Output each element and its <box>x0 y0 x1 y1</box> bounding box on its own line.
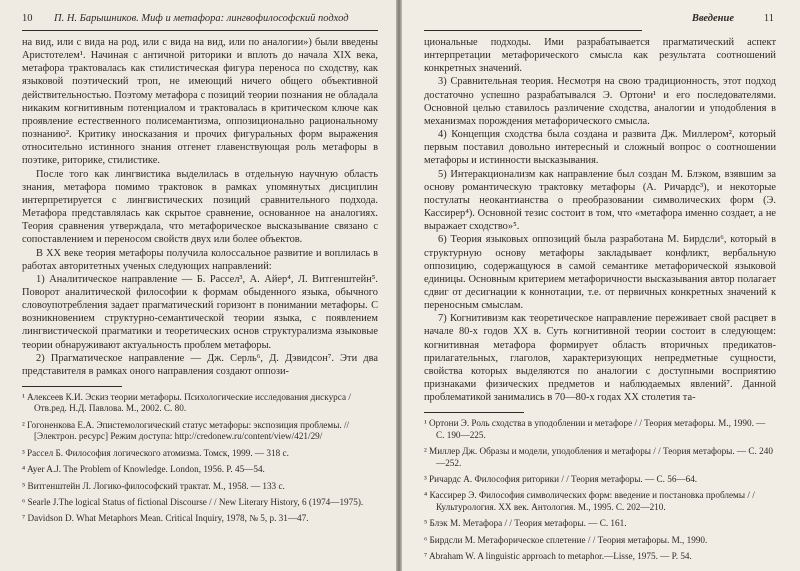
left-page <box>0 0 396 571</box>
left-paragraph-4: 1) Аналитическое направление — Б. Рассел³, А. Айер⁴, Л. Витгенштейн⁵. Поворот аналитической философии к формам обыденного языка, обычного словоупотребления задает прагматический горизонт в понимании метафоры. С возникновением структурно-семантической теории языка, с появлением лингвистической прагматики и теоретических основ структурализма языковые теории обнаруживают актуальность проблем метафоры. <box>22 273 378 351</box>
left-paragraph-5: 2) Прагматическое направление — Дж. Серль⁶, Д. Дэвидсон⁷. Эти два представителя в рамках оного направления создают оппози- <box>22 352 378 377</box>
left-body <box>22 36 378 378</box>
left-paragraph-1: на вид, или с вида на род, или с вида на вид, или по аналогии») были введены Аристотелем¹. Начиная с античной риторики и вплоть до начала XIX века, метафора трактовалась как стилистическая фигура переноса по сходству, как языковой поэтический троп, не имеющий ничего общего объективной действительностью. Поэтому метафора с позиций теории познания не обладала никаким когнитивным потенциалом и трактовалась в критическом ключе как проявление естественного полисемантизма, оппозиционально рациональному познанию². Критику иносказания и прочих фигуральных форм выражения относительно истинного знания отгенет главенствующая роль метафоры в поэтике, риторике, стилистике. <box>22 37 378 167</box>
left-footnote-4: ⁴ Ayer A.J. The Problem of Knowledge. London, 1956. P. 45—54. <box>22 464 265 475</box>
right-footnote-3: ³ Ричардс А. Философия риторики / / Теория метафоры. — С. 56—64. <box>424 474 698 484</box>
right-body <box>424 36 776 404</box>
right-footnote-separator <box>424 412 524 413</box>
left-paragraph-2: После того как лингвистика выделилась в отдельную научную область знания, метафора помимо трактовок в рамках упомянутых дисциплин интерпретируется с лингвистических позиций сравнительного подхода. Метафора представлялась как скрытое сравнение, основанное на аналогиях. Теория сравнения утверждала, что метафорическое высказывание связано с сопоставлением и переносом свойств двух или более объектов. <box>22 168 378 246</box>
right-footnote-6: ⁶ Бирдсли М. Метафорическое сплетение / / Теория метафоры. М., 1990. <box>424 534 708 545</box>
left-footnote-6: ⁶ Searle J.The logical Status of fictional Discourse / / New Literary History, 6 (1974—1975). <box>22 496 364 507</box>
right-footnote-1: ¹ Ортони Э. Роль сходства в уподоблении и метафоре / / Теория метафоры. М., 1990. — С. 190—225. <box>424 418 766 440</box>
right-paragraph-2: 3) Сравнительная теория. Несмотря на свою традиционность, этот подход достаточно успешно разрабатывался Э. Ортони¹ и его последователями. Основной целью ставилось различение сходства, аналогии и уподобления в механизмах порождения метафорического смысла. <box>424 76 776 127</box>
left-header-rule <box>22 30 378 31</box>
right-footnotes <box>424 418 776 562</box>
right-paragraph-1: циональные подходы. Ими разрабатывается прагматический аспект интерпретации метафорического смысла как результата соотношений конкретных значений. <box>424 37 776 75</box>
left-footnote-separator <box>22 386 122 387</box>
right-paragraph-6: 7) Когнитивизм как теоретическое направление переживает свой расцвет в начале 80-х годов XX в. Суть когнитивной теории состоит в следующем: когнитивная метафора формирует область вторичных предикатов-прилагательных, глаголов, характеризующих непредметные сущности, свойства которых выделяются по аналогии с доступными восприятию признаками физических предметов и наблюдаемых явлений⁷. Данной проблематикой занимались в 70—80-х годах XX столетия та- <box>424 313 776 404</box>
right-paragraph-4: 5) Интеракционализм как направление был создан М. Блэком, взявшим за основу романтическую трактовку метафоры (А. Ричардс³), и некоторые постулаты неокантианства о преобразовании символических форм (Э. Кассирер⁴). Основной тезис состоит в том, что «метафора именно создает, а не выражает сходство»⁵. <box>424 168 776 233</box>
left-page-number: 10 <box>22 13 33 24</box>
right-running-head <box>424 11 776 27</box>
left-footnote-3: ³ Рассел Б. Философия логического атомизма. Томск, 1999. — 318 с. <box>22 447 289 458</box>
left-footnote-1: ¹ Алексеев К.И. Эскиз теории метафоры. Психологические исследования дискурса / Отв.ред. Н.Д. Павлова. М., 2002. С. 80. <box>22 392 351 414</box>
right-running-title: Введение <box>691 13 734 24</box>
right-page-number: 11 <box>763 13 774 24</box>
right-footnote-7: ⁷ Abraham W. A linguistic approach to metaphor.—Lisse, 1975. — P. 54. <box>424 551 692 562</box>
left-running-head <box>22 11 378 27</box>
left-footnote-7: ⁷ Davidson D. What Metaphors Mean. Critical Inquiry, 1978, № 5, p. 31—47. <box>22 513 309 524</box>
left-paragraph-3: В XX веке теория метафоры получила колоссальное развитие и воплилась в работах авторитетных ученых следующих направлений: <box>22 247 378 272</box>
right-footnote-2: ² Миллер Дж. Образы и модели, уподобления и метафоры / / Теория метафоры. — С. 240—252. <box>424 446 773 468</box>
right-paragraph-5: 6) Теория языковых оппозиций была разработана М. Бирдсли⁶, который в структурную основу метафоры закладывает конфликт, вербальную оппозицию, содержащуюся в самой семантике метафорической языковой единицы. Основным критерием метафоричности высказывания автор полагает сдвиг от десигнации к коннотации, т.е. от первичных конкретных значений к переносным смыслам. <box>424 234 776 312</box>
right-paragraph-3: 4) Концепция сходства была создана и развита Дж. Миллером², который первым поставил довольно интересный и сложный вопрос о соотношении метафоры и истинности высказывания. <box>424 129 776 167</box>
right-page <box>402 0 800 571</box>
right-footnote-4: ⁴ Кассирер Э. Философия символических форм: введение и постановка проблемы / /Культурология. XX век. Антология. М., 1995. С. 202—210. <box>424 490 755 512</box>
left-footnote-5: ⁵ Витгенштейн Л. Логико-философский трактат. М., 1958. — 133 с. <box>22 480 285 491</box>
left-running-title: П. Н. Барышников. Миф и метафора: лингвофилософский подход <box>54 13 349 24</box>
right-header-rule <box>424 30 642 31</box>
left-footnotes <box>22 392 378 525</box>
right-footnote-5: ⁵ Блэк М. Метафора / / Теория метафоры. — С. 161. <box>424 518 627 529</box>
left-footnote-2: ² Гогоненкова Е.А. Эпистемологический статус метафоры: экспозиция проблемы. // [Электрон. ресурс] Режим доступа: http://credonew.ru/content/view/421/29/ <box>22 419 350 442</box>
